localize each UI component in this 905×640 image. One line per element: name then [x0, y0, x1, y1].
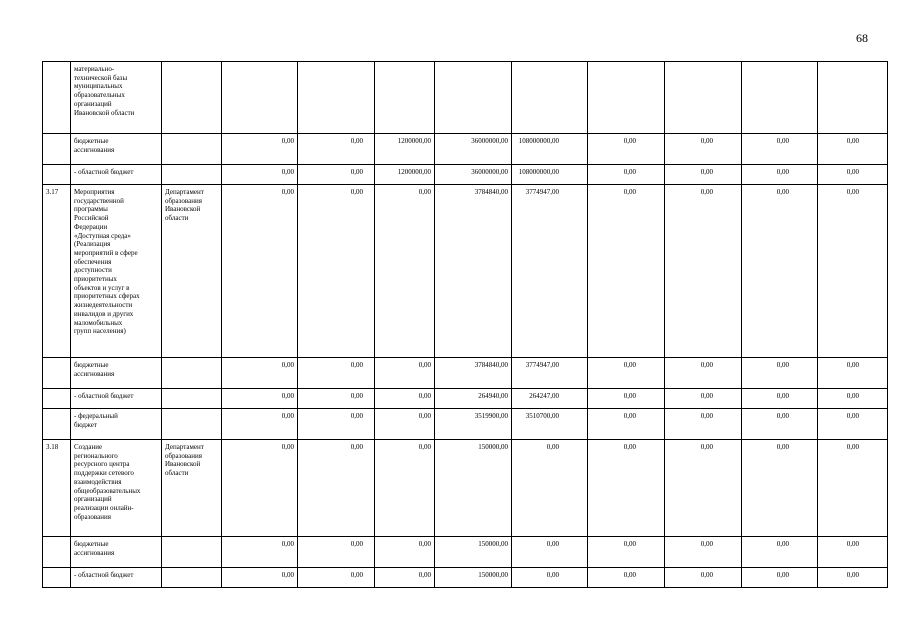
item-name-line: ассигнования: [74, 145, 115, 154]
executor: [162, 537, 222, 568]
amount-cell: 0,00: [742, 358, 818, 389]
amount-cell: 0,00: [818, 165, 888, 185]
item-name: [71, 440, 162, 537]
amount-cell: 0,00: [665, 185, 742, 358]
table-row: [43, 440, 888, 537]
item-name: [71, 134, 162, 165]
item-name-line: ассигнования: [74, 369, 115, 378]
amount-cell: 0,00: [818, 389, 888, 409]
item-name-line: - федеральный: [74, 412, 118, 420]
item-name-line: Ивановской области: [74, 108, 135, 117]
item-name-line: бюджетные: [74, 137, 109, 145]
amount-cell: 0,00: [512, 568, 588, 588]
table-row: [43, 185, 888, 358]
amount-cell: 1200000,00: [375, 134, 435, 165]
amount-cell: 0,00: [298, 134, 375, 165]
item-name-line: - областной бюджет: [74, 571, 134, 579]
amount-cell: 0,00: [375, 409, 435, 440]
amount-cell: 3784840,00: [435, 358, 512, 389]
item-number: [43, 165, 71, 185]
amount-cell: 0,00: [818, 185, 888, 358]
amount-cell: 0,00: [298, 440, 375, 537]
amount-cell: 0,00: [222, 568, 298, 588]
item-name-line: технической базы: [74, 73, 128, 82]
amount-cell: 0,00: [222, 389, 298, 409]
item-name-line: Создание: [74, 443, 103, 451]
amount-cell: 0,00: [588, 358, 665, 389]
item-number: [43, 134, 71, 165]
item-name-line: групп населения): [74, 327, 126, 336]
item-name: [71, 568, 162, 588]
executor: [162, 568, 222, 588]
table-body: [43, 62, 888, 588]
amount-cell: 0,00: [588, 134, 665, 165]
item-name: [71, 409, 162, 440]
amount-cell: [512, 62, 588, 134]
amount-cell: 0,00: [818, 409, 888, 440]
executor-line: Ивановской: [165, 460, 201, 469]
item-name-line: - областной бюджет: [74, 392, 134, 400]
item-name-line: программы: [74, 205, 108, 214]
amount-cell: 0,00: [222, 185, 298, 358]
amount-cell: [665, 62, 742, 134]
amount-cell: 0,00: [742, 165, 818, 185]
amount-cell: 36000000,00: [435, 165, 512, 185]
item-name-line: доступности: [74, 266, 112, 275]
amount-cell: 0,00: [818, 537, 888, 568]
item-name-line: муниципальных: [74, 82, 123, 91]
amount-cell: 0,00: [665, 389, 742, 409]
amount-cell: 0,00: [742, 389, 818, 409]
amount-cell: 108000000,00: [512, 165, 588, 185]
amount-cell: [375, 62, 435, 134]
amount-cell: 0,00: [665, 440, 742, 537]
table-row: [43, 537, 888, 568]
item-name-line: ассигнования: [74, 548, 115, 557]
item-name-line: регионального: [74, 451, 118, 460]
amount-cell: 0,00: [375, 537, 435, 568]
amount-cell: 150000,00: [435, 440, 512, 537]
item-name-line: (Реализация: [74, 240, 111, 249]
amount-cell: 0,00: [298, 185, 375, 358]
amount-cell: 0,00: [665, 409, 742, 440]
amount-cell: 0,00: [665, 568, 742, 588]
executor: [162, 185, 222, 358]
page-number: 68: [856, 31, 868, 45]
item-name-line: Мероприятия: [74, 188, 115, 196]
executor: [162, 409, 222, 440]
budget-table: [42, 61, 888, 588]
amount-cell: 0,00: [818, 440, 888, 537]
amount-cell: [588, 62, 665, 134]
amount-cell: 0,00: [588, 537, 665, 568]
amount-cell: 0,00: [742, 185, 818, 358]
item-name-line: мероприятий в сфере: [74, 248, 138, 257]
amount-cell: 3774947,00: [512, 358, 588, 389]
amount-cell: 0,00: [818, 134, 888, 165]
item-name-line: приоритетных сферах: [74, 292, 140, 301]
amount-cell: 0,00: [742, 134, 818, 165]
amount-cell: 108000000,00: [512, 134, 588, 165]
item-name-line: жизнедеятельности: [74, 301, 133, 310]
item-name-line: приоритетных: [74, 275, 117, 284]
table-row: [43, 568, 888, 588]
item-name-line: материально-: [74, 65, 115, 73]
item-number: [43, 389, 71, 409]
amount-cell: 0,00: [665, 134, 742, 165]
item-name-line: инвалидов и других: [74, 309, 134, 318]
item-number: [43, 62, 71, 134]
executor: [162, 389, 222, 409]
item-number: [43, 409, 71, 440]
amount-cell: 0,00: [298, 537, 375, 568]
amount-cell: 0,00: [588, 389, 665, 409]
amount-cell: 0,00: [665, 358, 742, 389]
amount-cell: [298, 62, 375, 134]
amount-cell: 0,00: [298, 358, 375, 389]
amount-cell: 0,00: [588, 568, 665, 588]
item-name: [71, 62, 162, 134]
executor: [162, 358, 222, 389]
table-row: [43, 134, 888, 165]
executor: [162, 440, 222, 537]
amount-cell: 0,00: [375, 358, 435, 389]
amount-cell: 0,00: [222, 358, 298, 389]
item-name: [71, 165, 162, 185]
amount-cell: 150000,00: [435, 537, 512, 568]
amount-cell: 0,00: [588, 165, 665, 185]
table-row: [43, 165, 888, 185]
item-name-line: организаций: [74, 99, 112, 108]
amount-cell: 0,00: [665, 537, 742, 568]
executor-line: образования: [165, 196, 202, 205]
amount-cell: 3774947,00: [512, 185, 588, 358]
item-name-line: маломобильных: [74, 318, 123, 327]
amount-cell: 3519900,00: [435, 409, 512, 440]
amount-cell: 0,00: [818, 358, 888, 389]
item-name-line: «Доступная среда»: [74, 231, 131, 240]
item-number: 3.18: [43, 440, 71, 537]
amount-cell: [742, 62, 818, 134]
item-name: [71, 389, 162, 409]
amount-cell: 0,00: [512, 440, 588, 537]
amount-cell: 0,00: [298, 568, 375, 588]
item-name-line: - областной бюджет: [74, 168, 134, 176]
item-name-line: обеспечения: [74, 257, 112, 266]
item-name-line: организаций: [74, 495, 112, 504]
amount-cell: 0,00: [818, 568, 888, 588]
item-name-line: общеобразовательных: [74, 486, 141, 495]
item-name-line: образования: [74, 512, 111, 521]
table-row: [43, 62, 888, 134]
amount-cell: 0,00: [512, 537, 588, 568]
executor-line: образования: [165, 451, 202, 460]
amount-cell: 0,00: [222, 165, 298, 185]
amount-cell: 0,00: [375, 185, 435, 358]
item-name-line: бюджет: [74, 420, 97, 429]
executor-line: Ивановской: [165, 205, 201, 214]
amount-cell: 0,00: [665, 165, 742, 185]
item-name-line: бюджетные: [74, 540, 109, 548]
item-name-line: бюджетные: [74, 361, 109, 369]
amount-cell: 0,00: [298, 389, 375, 409]
amount-cell: [818, 62, 888, 134]
executor-line: Департамент: [165, 443, 204, 451]
item-name-line: Федерации: [74, 222, 108, 231]
item-name: [71, 537, 162, 568]
table-row: [43, 389, 888, 409]
table-row: [43, 409, 888, 440]
amount-cell: 3784840,00: [435, 185, 512, 358]
item-name: [71, 185, 162, 358]
amount-cell: 0,00: [298, 409, 375, 440]
amount-cell: 0,00: [375, 440, 435, 537]
amount-cell: 0,00: [222, 409, 298, 440]
amount-cell: 0,00: [742, 409, 818, 440]
amount-cell: 1200000,00: [375, 165, 435, 185]
item-name-line: государственной: [74, 196, 124, 205]
item-name-line: поддержки сетевого: [74, 469, 134, 478]
item-number: [43, 358, 71, 389]
executor: [162, 134, 222, 165]
executor: [162, 62, 222, 134]
amount-cell: [435, 62, 512, 134]
item-name-line: ресурсного центра: [74, 460, 130, 469]
executor-line: Департамент: [165, 188, 204, 196]
amount-cell: 0,00: [222, 537, 298, 568]
amount-cell: 0,00: [298, 165, 375, 185]
amount-cell: 0,00: [375, 389, 435, 409]
item-number: [43, 568, 71, 588]
amount-cell: 0,00: [588, 440, 665, 537]
amount-cell: 0,00: [222, 134, 298, 165]
amount-cell: [222, 62, 298, 134]
executor: [162, 165, 222, 185]
item-name-line: реализации онлайн-: [74, 503, 134, 512]
amount-cell: 0,00: [222, 440, 298, 537]
executor-line: области: [165, 469, 189, 478]
item-name-line: образовательных: [74, 91, 125, 100]
amount-cell: 0,00: [742, 440, 818, 537]
amount-cell: 36000000,00: [435, 134, 512, 165]
amount-cell: 0,00: [588, 409, 665, 440]
item-name-line: взаимодействия: [74, 477, 122, 486]
amount-cell: 150000,00: [435, 568, 512, 588]
amount-cell: 0,00: [375, 568, 435, 588]
amount-cell: 0,00: [742, 568, 818, 588]
amount-cell: 0,00: [588, 185, 665, 358]
item-name: [71, 358, 162, 389]
executor-line: области: [165, 214, 189, 223]
item-name-line: объектов и услуг в: [74, 283, 130, 292]
item-number: 3.17: [43, 185, 71, 358]
table-row: [43, 358, 888, 389]
amount-cell: 264940,00: [435, 389, 512, 409]
item-name-line: Российской: [74, 214, 109, 223]
amount-cell: 264247,00: [512, 389, 588, 409]
item-number: [43, 537, 71, 568]
amount-cell: 3510700,00: [512, 409, 588, 440]
amount-cell: 0,00: [742, 537, 818, 568]
